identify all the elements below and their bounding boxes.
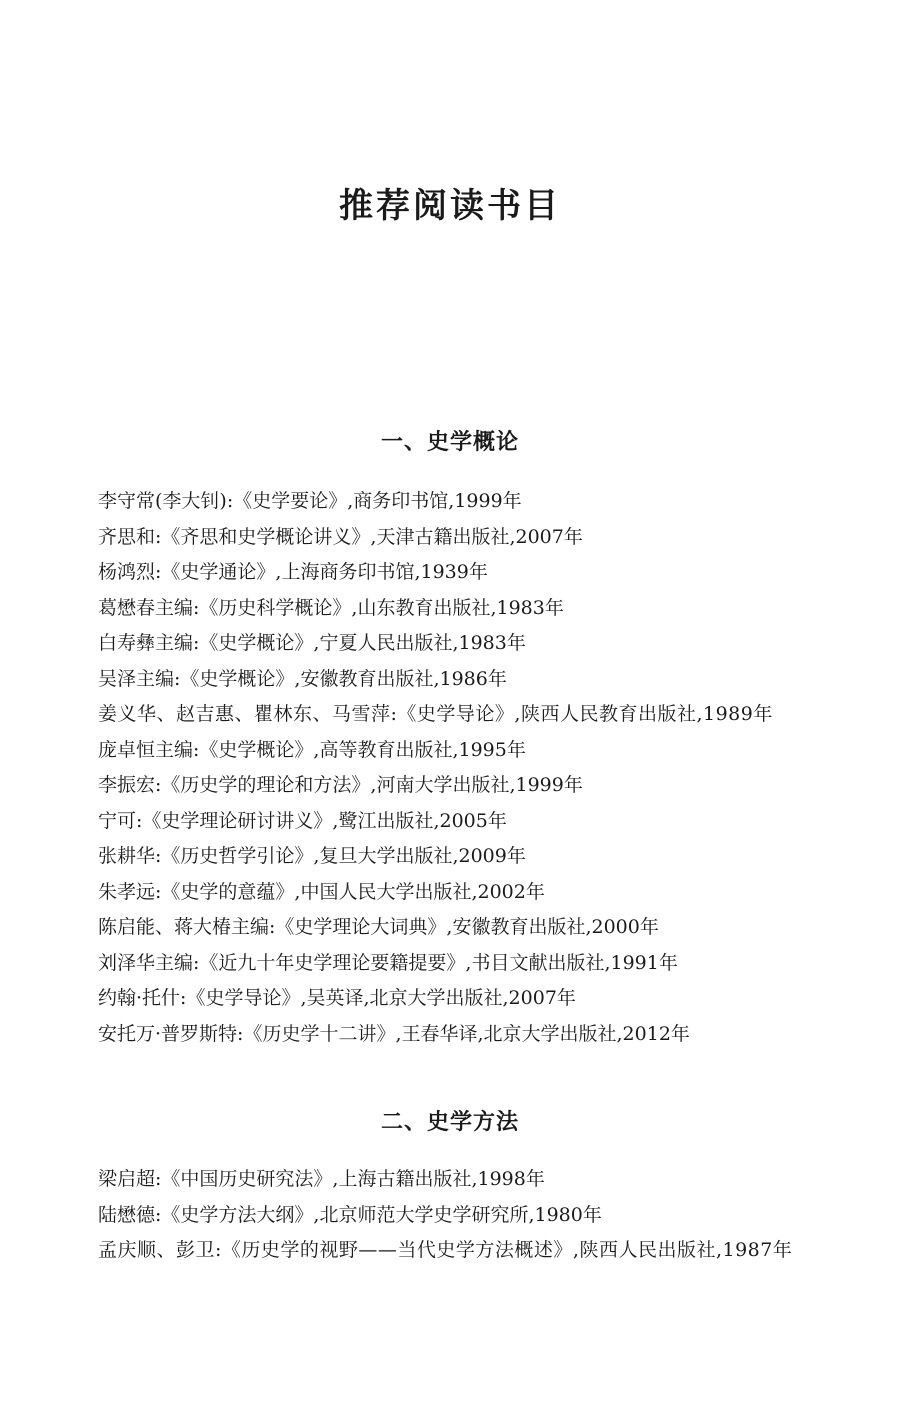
list-item: 宁可:《史学理论研讨讲义》,鹭江出版社,2005年 xyxy=(98,809,507,832)
list-item: 李振宏:《历史学的理论和方法》,河南大学出版社,1999年 xyxy=(98,774,583,796)
list-item: 朱孝远:《史学的意蕴》,中国人民大学出版社,2002年 xyxy=(98,880,545,903)
list-item: 葛懋春主编:《历史科学概论》,山东教育出版社,1983年 xyxy=(98,596,564,619)
list-item: 梁启超:《中国历史研究法》,上海古籍出版社,1998年 xyxy=(98,1168,545,1190)
reading-list-history-methods xyxy=(98,1162,818,1269)
list-item: 张耕华:《历史哲学引论》,复旦大学出版社,2009年 xyxy=(98,845,526,867)
section-heading-history-theory: 一、史学概论 xyxy=(380,430,519,455)
reading-list-history-theory xyxy=(98,484,818,1052)
list-item: 姜义华、赵吉惠、瞿林东、马雪萍:《史学导论》,陕西人民教育出版社,1989年 xyxy=(98,703,773,725)
list-item: 杨鸿烈:《史学通论》,上海商务印书馆,1939年 xyxy=(98,561,488,583)
list-item: 李守常(李大钊):《史学要论》,商务印书馆,1999年 xyxy=(98,490,522,512)
list-item: 刘泽华主编:《近九十年史学理论要籍提要》,书目文献出版社,1991年 xyxy=(98,951,678,974)
list-item: 庞卓恒主编:《史学概论》,高等教育出版社,1995年 xyxy=(98,738,526,761)
section-heading-history-methods: 二、史学方法 xyxy=(380,1110,519,1135)
list-item: 约翰·托什:《史学导论》,吴英译,北京大学出版社,2007年 xyxy=(98,987,576,1009)
list-item: 陆懋德:《史学方法大纲》,北京师范大学史学研究所,1980年 xyxy=(98,1203,602,1226)
list-item: 安托万·普罗斯特:《历史学十二讲》,王春华译,北京大学出版社,2012年 xyxy=(98,1022,690,1045)
list-item: 齐思和:《齐思和史学概论讲义》,天津古籍出版社,2007年 xyxy=(98,525,583,548)
list-item: 吴泽主编:《史学概论》,安徽教育出版社,1986年 xyxy=(98,667,507,690)
list-item: 孟庆顺、彭卫:《历史学的视野——当代史学方法概述》,陕西人民出版社,1987年 xyxy=(98,1239,793,1261)
page-title: 推荐阅读书目 xyxy=(339,186,561,226)
list-item: 白寿彝主编:《史学概论》,宁夏人民出版社,1983年 xyxy=(98,632,526,654)
list-item: 陈启能、蒋大椿主编:《史学理论大词典》,安徽教育出版社,2000年 xyxy=(98,916,659,938)
